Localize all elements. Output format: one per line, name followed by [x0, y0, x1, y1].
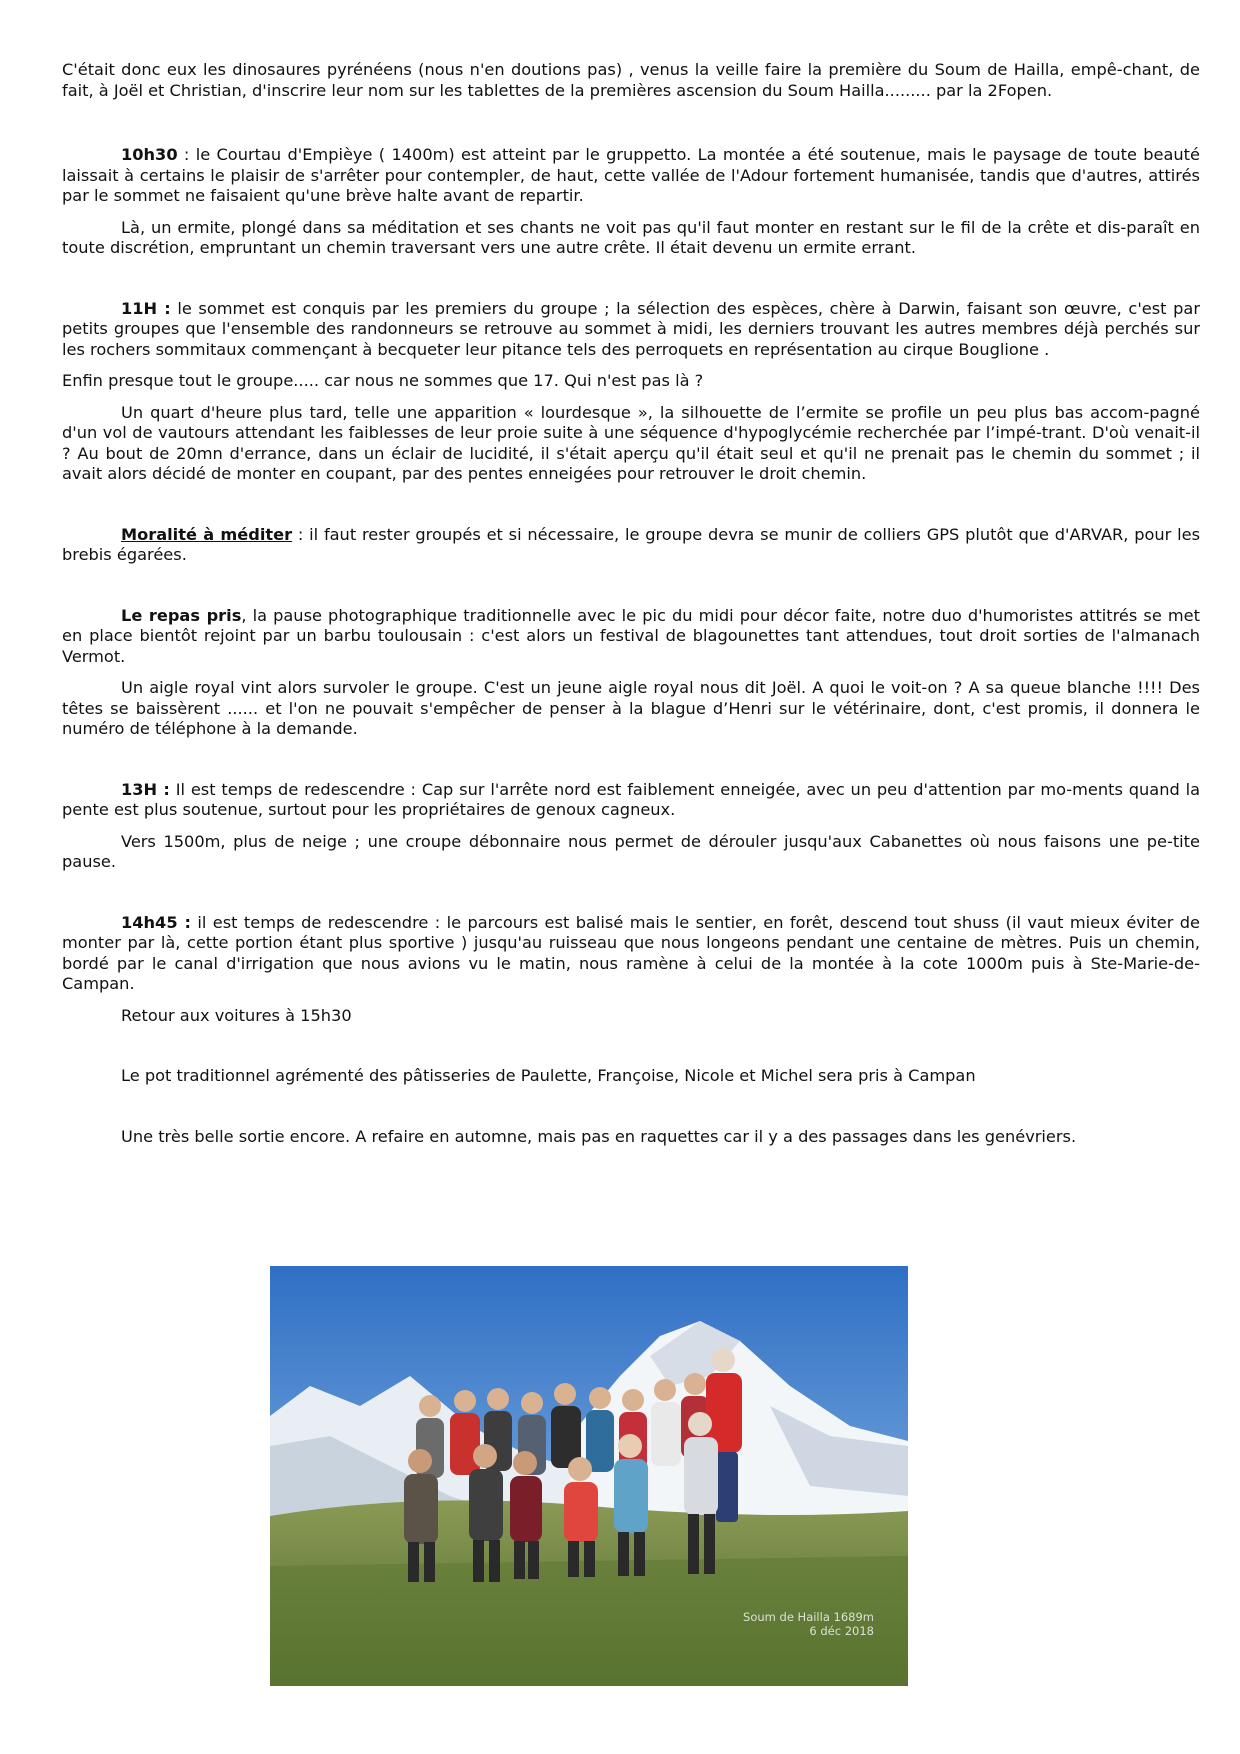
paragraph-14h45: 14h45 : il est temps de redescendre : le parcours est balisé mais le sentier, en forêt, descend tout shuss (il vaut mieux éviter de monter par là, cette portion étant plus sportive ) jusqu'au ruisseau que nous longeons pendant une centaine de mètres. Puis un chemin, bordé par le canal d'irrigation que nous avions vu le matin, nous ramène à celui de la montée à la cote 1000m puis à Ste-Marie-de-Campan. — [62, 912, 1200, 993]
paragraph-10h30: 10h30 : le Courtau d'Empièye ( 1400m) est atteint par le gruppetto. La montée a été soutenue, mais le paysage de toute beauté laissait à certains le plaisir de s'arrêter pour contempler, de haut, cette vallée de l'Adour fortement humanisée, tandis que d'autres, attirés par le sommet ne faisaient qu'une brève halte avant de repartir. — [62, 145, 1200, 205]
paragraph-aigle: Un aigle royal vint alors survoler le groupe. C'est un jeune aigle royal nous dit Joël. A quoi le voit-on ? A sa queue blanche !!!! Des têtes se baissèrent ...... et l'on ne pouvait s'empêcher de penser à la blague d’Henri sur le vétérinaire, dont, c'est promis, il donnera le numéro de téléphone à la demande. — [62, 678, 1200, 738]
paragraph-retour: Retour aux voitures à 15h30 — [121, 1005, 352, 1025]
time-13h: 13H : — [121, 779, 170, 799]
paragraph-moralite: Moralité à méditer : il faut rester groupés et si nécessaire, le groupe devra se munir de colliers GPS plutôt que d'ARVAR, pour les brebis égarées. — [62, 524, 1201, 564]
paragraph-apparition: Un quart d'heure plus tard, telle une apparition « lourdesque », la silhouette de l’ermite se profile un peu plus bas accom-pagné d'un vol de vautours attendant les faiblesses de leur proie suite à une séquence d'hypoglycémie recherchée par l’impé-trant. D'où venait-il ? Au bout de 20mn d'errance, dans un éclair de lucidité, il s'était aperçu qu'il était seul et qu'il ne prenait pas le chemin du sommet ; il avait alors décidé de monter en coupant, par des pentes enneigées pour retrouver le droit chemin. — [62, 402, 1200, 483]
paragraph-repas: Le repas pris, la pause photographique traditionnelle avec le pic du midi pour décor faite, notre duo d'humoristes attitrés se met en place bientôt rejoint par un barbu toulousain : c'est alors un festival de blagounettes tant attendues, tout droit sorties de l'almanach Vermot. — [62, 605, 1200, 666]
time-11h: 11H : — [121, 298, 171, 318]
moralite-heading: Moralité à méditer — [121, 524, 293, 544]
time-10h30: 10h30 — [121, 145, 178, 164]
paragraph-1500m: Vers 1500m, plus de neige ; une croupe débonnaire nous permet de dérouler jusqu'aux Cabanettes où nous faisons une pe-tite pause. — [62, 831, 1200, 871]
paragraph-11h: 11H : le sommet est conquis par les premiers du groupe ; la sélection des espèces, chère à Darwin, faisant son œuvre, c'est par petits groupes que l'ensemble des randonneurs se retrouve au sommet à midi, les derniers trouvant les autres membres déjà perchés sur les rochers sommitaux commençant à becqueter leur pitance tels des perroquets en représentation au cirque Bouglione . — [62, 298, 1200, 359]
time-14h45: 14h45 : — [121, 912, 191, 932]
article-body — [62, 60, 1200, 1147]
paragraph-13h: 13H : Il est temps de redescendre : Cap sur l'arrête nord est faiblement enneigée, avec un peu d'attention par mo-ments quand la pente est plus soutenue, surtout pour les propriétaires de genoux cagneux. — [62, 779, 1201, 819]
paragraph-pot: Le pot traditionnel agrémenté des pâtisseries de Paulette, Françoise, Nicole et Michel sera pris à Campan — [121, 1066, 976, 1085]
paragraph-ermite: Là, un ermite, plongé dans sa méditation et ses chants ne voit pas qu'il faut monter en restant sur le fil de la crête et dis-paraît en toute discrétion, empruntant un chemin traversant vers une autre crête. Il était devenu un ermite errant. — [62, 217, 1200, 257]
paragraph-groupe: Enfin presque tout le groupe..... car nous ne sommes que 17. Qui n'est pas là ? — [62, 371, 704, 390]
paragraph-intro: C'était donc eux les dinosaures pyrénéens (nous n'en doutions pas) , venus la veille faire la première du Soum de Hailla, empê-chant, de fait, à Joël et Christian, d'inscrire leur nom sur les tablettes de la premières ascension du Soum Hailla......... par la 2Fopen. — [62, 60, 1200, 100]
photo-caption: Soum de Hailla 1689m 6 déc 2018 — [743, 1610, 874, 1638]
group-photo — [270, 1266, 908, 1686]
repas-heading: Le repas pris — [121, 605, 242, 625]
paragraph-conclusion: Une très belle sortie encore. A refaire en automne, mais pas en raquettes car il y a des passages dans les genévriers. — [121, 1126, 1077, 1146]
